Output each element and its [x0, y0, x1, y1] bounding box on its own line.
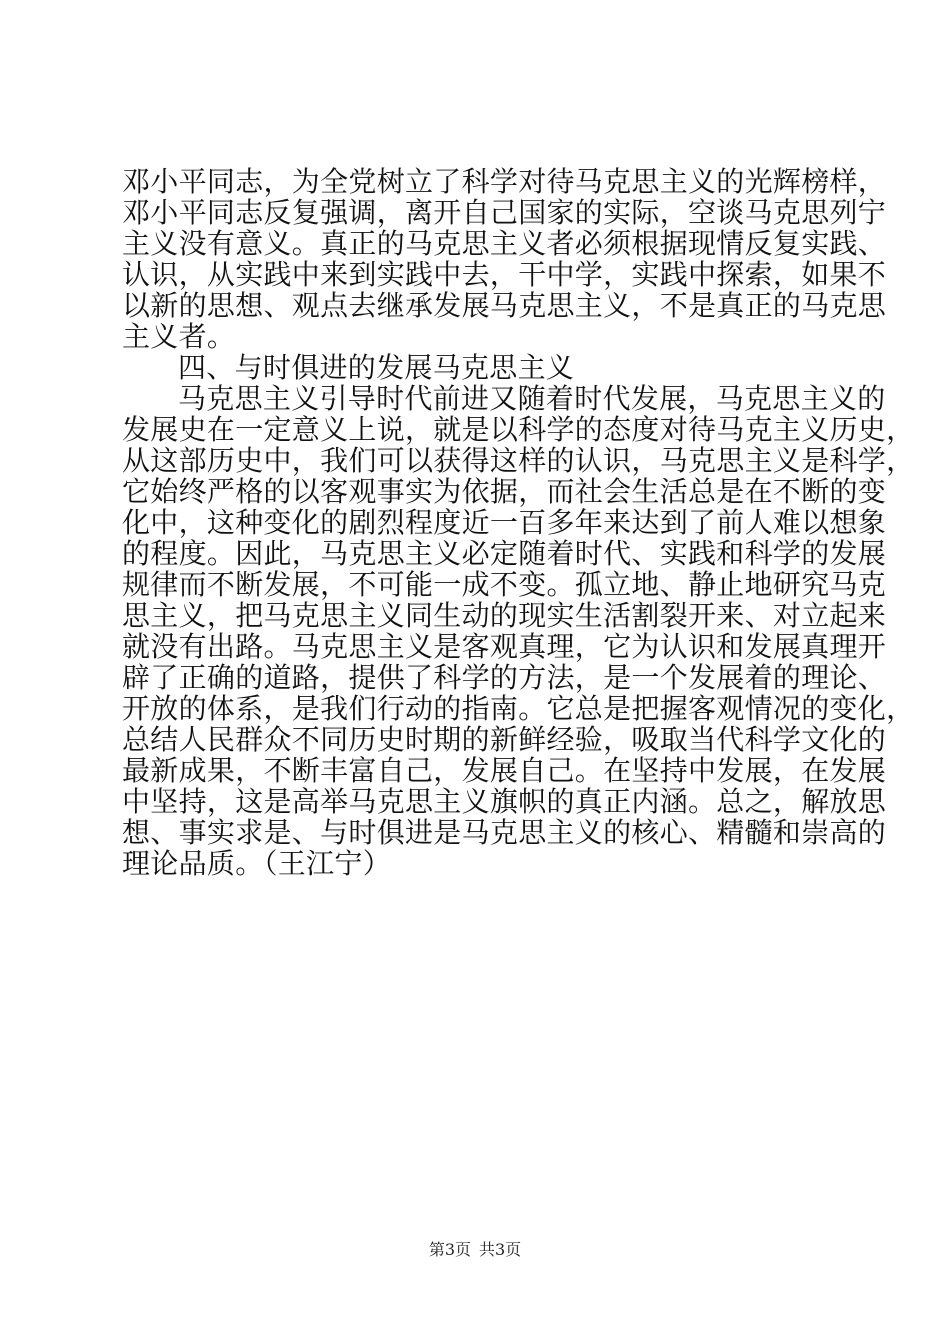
paragraph-line: 规律而不断发展，不可能一成不变。孤立地、静止地研究马克 [122, 568, 887, 601]
paragraph-line: 想、事实求是、与时俱进是马克思主义的核心、精髓和崇高的 [122, 816, 887, 849]
paragraph-line: 它始终严格的以客观事实为依据，而社会生活总是在不断的变 [122, 475, 887, 508]
paragraph-line: 从这部历史中，我们可以获得这样的认识，马克思主义是科学， [122, 444, 915, 477]
page-total: 共3页 [479, 1240, 522, 1259]
text-line: 以新的思想、观点去继承发展马克思主义，不是真正的马克思 [122, 289, 887, 322]
paragraph-line: 辟了正确的道路，提供了科学的方法，是一个发展着的理论、 [122, 661, 887, 694]
document-body [122, 165, 915, 880]
paragraph-line: 马克思主义引导时代前进又随着时代发展，马克思主义的 [178, 382, 886, 415]
page-number: 第3页 [428, 1240, 471, 1259]
text-line: 主义者。 [122, 320, 236, 353]
paragraph-line: 中坚持，这是高举马克思主义旗帜的真正内涵。总之，解放思 [122, 785, 887, 818]
text-line: 邓小平同志，为全党树立了科学对待马克思主义的光辉榜样， [122, 165, 887, 198]
text-line: 邓小平同志反复强调，离开自己国家的实际，空谈马克思列宁 [122, 196, 887, 229]
paragraph-line: 最新成果，不断丰富自己，发展自己。在坚持中发展，在发展 [122, 754, 887, 787]
page-footer [0, 1240, 950, 1260]
paragraph-line: 思主义，把马克思主义同生动的现实生活割裂开来、对立起来 [122, 599, 887, 632]
paragraph-line: 开放的体系，是我们行动的指南。它总是把握客观情况的变化， [122, 692, 915, 725]
paragraph-line: 的程度。因此，马克思主义必定随着时代、实践和科学的发展 [122, 537, 887, 570]
paragraph-line: 总结人民群众不同历史时期的新鲜经验，吸取当代科学文化的 [122, 723, 887, 756]
paragraph-line: 化中，这种变化的剧烈程度近一百多年来达到了前人难以想象 [122, 506, 887, 539]
paragraph-line: 发展史在一定意义上说，就是以科学的态度对待马克主义历史， [122, 413, 915, 446]
paragraph-line: 理论品质。（王江宁） [122, 847, 392, 880]
text-line: 认识，从实践中来到实践中去，干中学，实践中探索，如果不 [122, 258, 887, 291]
text-line: 主义没有意义。真正的马克思主义者必须根据现情反复实践、 [122, 227, 887, 260]
paragraph-line: 就没有出路。马克思主义是客观真理，它为认识和发展真理开 [122, 630, 887, 663]
section-heading: 四、与时俱进的发展马克思主义 [178, 351, 575, 384]
